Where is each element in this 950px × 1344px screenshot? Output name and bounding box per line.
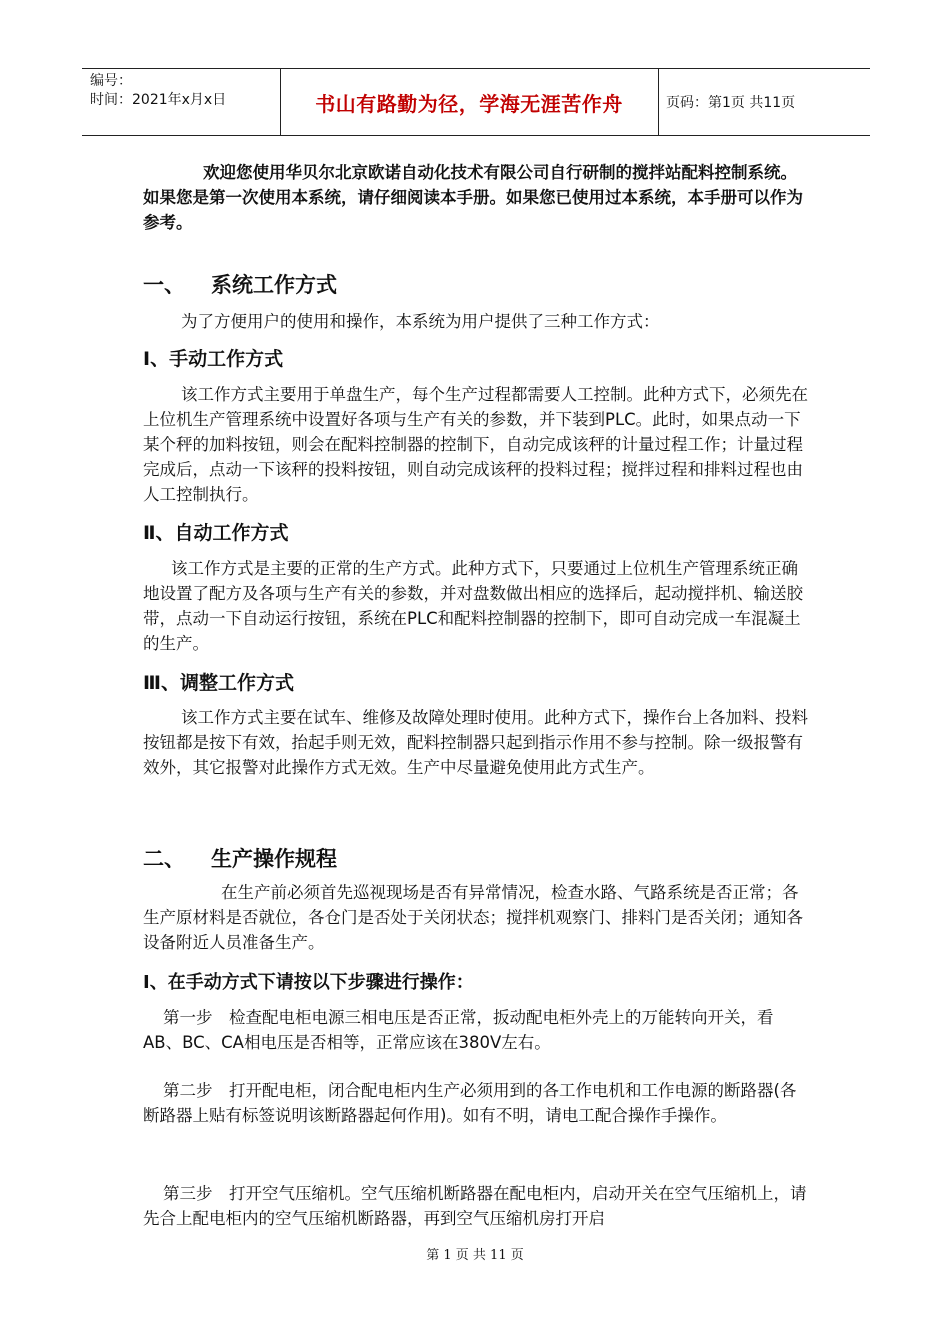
section-2-lead: 在生产前必须首先巡视现场是否有异常情况，检查水路、气路系统是否正常；各生产原材料是否就位，各仓门是否处于关闭状态；搅拌机观察门、排料门是否关闭；通知各设备附近人员准备生产。: [143, 883, 803, 952]
mode-3-heading: Ⅲ、调整工作方式: [143, 672, 294, 694]
step-3: 第三步 打开空气压缩机。空气压缩机断路器在配电柜内，启动开关在空气压缩机上，请先合上配电柜内的空气压缩机断路器，再到空气压缩机房打开启: [143, 1184, 807, 1228]
header-number-label: 编号：: [90, 73, 132, 89]
section-2-heading: [143, 843, 337, 873]
section-2-title: 生产操作规程: [211, 847, 337, 871]
header-meta: [90, 72, 226, 110]
intro-paragraph: 欢迎您使用华贝尔北京欧诺自动化技术有限公司自行研制的搅拌站配料控制系统。如果您是第一次使用本系统，请仔细阅读本手册。如果您已使用过本系统，本手册可以作为参考。: [143, 163, 803, 232]
section-1-title: 系统工作方式: [211, 273, 337, 297]
header-date: 时间：2021年x月x日: [90, 92, 227, 108]
header-page-info: 页码：第1页 共11页: [666, 95, 796, 111]
mode-1-body: 该工作方式主要用于单盘生产，每个生产过程都需要人工控制。此种方式下，必须先在上位机生产管理系统中设置好各项与生产有关的参数，并下装到PLC。此时，如果点动一下某个秤的加料按钮，则会在配料控制器的控制下，自动完成该秤的计量过程工作；计量过程完成后，点动一下该秤的投料按钮，则自动完成该秤的投料过程；搅拌过程和排料过程也由人工控制执行。: [143, 385, 808, 504]
mode-1-heading: Ⅰ、手动工作方式: [143, 348, 284, 370]
mode-3-body: 该工作方式主要在试车、维修及故障处理时使用。此种方式下，操作台上各加料、投料按钮都是按下有效，抬起手则无效，配料控制器只起到指示作用不参与控制。除一级报警有效外，其它报警对此操作方式无效。生产中尽量避免使用此方式生产。: [143, 708, 808, 777]
mode-2-heading: Ⅱ、自动工作方式: [143, 522, 289, 544]
section-1-heading: [143, 269, 337, 299]
mode-2-body: 该工作方式是主要的正常的生产方式。此种方式下，只要通过上位机生产管理系统正确地设置了配方及各项与生产有关的参数，并对盘数做出相应的选择后，起动搅拌机、输送胶带，点动一下自动运行按钮，系统在PLC和配料控制器的控制下，即可自动完成一车混凝土的生产。: [143, 559, 803, 653]
section-1-number: 一、: [143, 273, 185, 297]
section-2-number: 二、: [143, 847, 185, 871]
page-header: [82, 68, 870, 136]
step-2: 第二步 打开配电柜，闭合配电柜内生产必须用到的各工作电机和工作电源的断路器(各断路器上贴有标签说明该断路器起何作用)。如有不明，请电工配合操作手操作。: [143, 1081, 797, 1125]
section-1-lead: 为了方便用户的使用和操作，本系统为用户提供了三种工作方式：: [181, 312, 660, 331]
header-divider-right: [658, 68, 659, 136]
step-1: 第一步 检查配电柜电源三相电压是否正常，扳动配电柜外壳上的万能转向开关，看AB、BC、CA相电压是否相等，正常应该在380V左右。: [143, 1008, 774, 1052]
page-footer: 第 1 页 共 11 页: [426, 1248, 524, 1263]
manual-steps-heading: Ⅰ、在手动方式下请按以下步骤进行操作：: [143, 972, 474, 993]
header-motto: 书山有路勤为径，学海无涯苦作舟: [315, 91, 623, 116]
